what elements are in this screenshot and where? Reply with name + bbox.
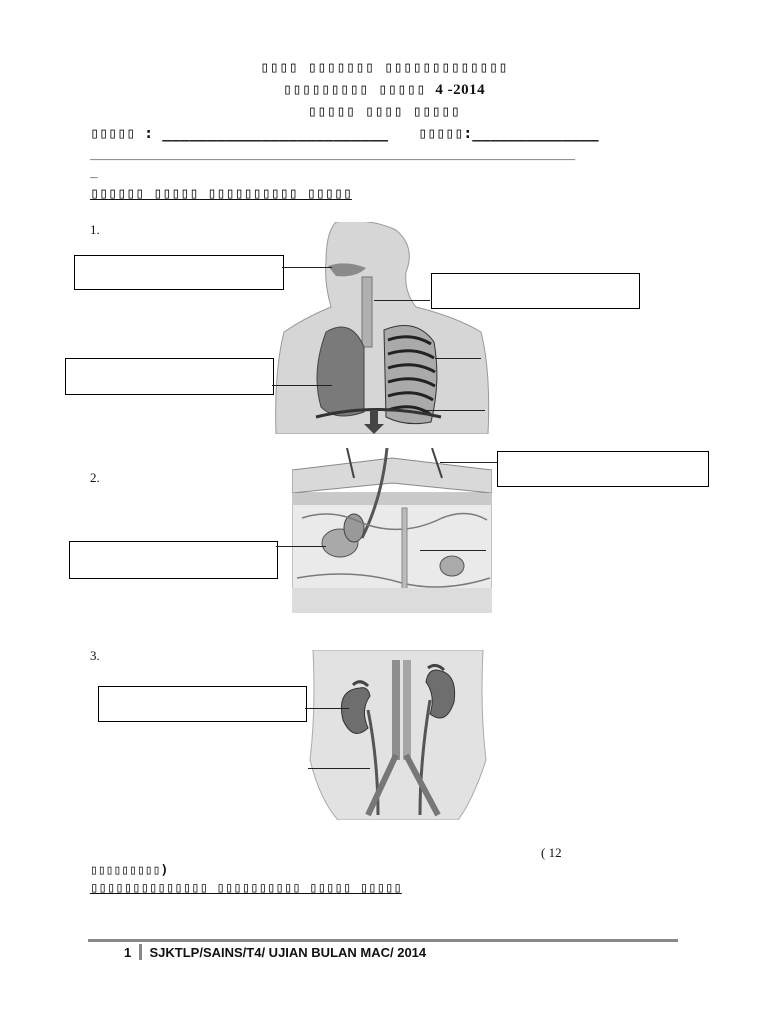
name-blank[interactable]: _________________________	[162, 124, 389, 142]
long-answer-line[interactable]: ______________________________________________________________	[90, 146, 576, 161]
leader-line	[425, 410, 485, 411]
leader-line	[420, 550, 486, 551]
footer	[124, 944, 426, 960]
skin-cross-section-diagram	[292, 448, 492, 613]
question-3-number: 3.	[90, 648, 100, 663]
leader-line	[272, 385, 332, 386]
marks-close-text: ▯▯▯▯▯▯▯▯▯)	[90, 863, 169, 878]
header-title-line2	[0, 80, 768, 99]
respiratory-system-diagram	[266, 222, 500, 434]
header-line2-prefix: ▯▯▯▯▯▯▯▯▯ ▯▯▯▯▯	[282, 80, 436, 98]
header-title-line1: ▯▯▯▯ ▯▯▯▯▯▯▯ ▯▯▯▯▯▯▯▯▯▯▯▯▯	[260, 58, 508, 76]
label-box-1a[interactable]	[74, 255, 284, 290]
instruction-heading: ▯▯▯▯▯▯ ▯▯▯▯▯ ▯▯▯▯▯▯▯▯▯▯ ▯▯▯▯▯	[90, 184, 352, 202]
page-number: 1	[124, 945, 132, 960]
marks-close	[90, 862, 168, 878]
marks-open: ( 12	[541, 845, 562, 860]
question-2-number: 2.	[90, 470, 100, 485]
label-box-2a[interactable]	[497, 451, 709, 487]
footer-reference: SJKTLP/SAINS/T4/ UJIAN BULAN MAC/ 2014	[149, 945, 427, 960]
name-label: ▯▯▯▯▯ :	[90, 124, 154, 142]
leader-line	[440, 462, 497, 463]
footer-rule	[88, 939, 678, 942]
leader-line	[282, 267, 332, 268]
label-box-2b[interactable]	[69, 541, 278, 579]
urinary-system-diagram	[308, 650, 488, 820]
footer-divider	[139, 944, 142, 960]
name-field-row	[90, 124, 599, 142]
header-title-line3: ▯▯▯▯▯ ▯▯▯▯ ▯▯▯▯▯	[307, 102, 461, 120]
leader-line	[276, 546, 326, 547]
header-year: 4 -2014	[435, 82, 486, 98]
leader-line	[308, 768, 370, 769]
label-box-1c[interactable]	[65, 358, 274, 395]
class-blank[interactable]: ______________	[472, 124, 599, 142]
leader-line	[374, 300, 430, 301]
label-box-1b[interactable]	[431, 273, 640, 309]
leader-line	[435, 358, 481, 359]
short-mark: _	[90, 164, 98, 179]
label-box-3a[interactable]	[98, 686, 307, 722]
section-heading-next: ▯▯▯▯▯▯▯▯▯▯▯▯▯▯ ▯▯▯▯▯▯▯▯▯▯ ▯▯▯▯▯ ▯▯▯▯▯	[90, 880, 402, 896]
class-label: ▯▯▯▯▯:	[418, 124, 473, 142]
leader-line	[305, 708, 349, 709]
question-1-number: 1.	[90, 222, 100, 237]
